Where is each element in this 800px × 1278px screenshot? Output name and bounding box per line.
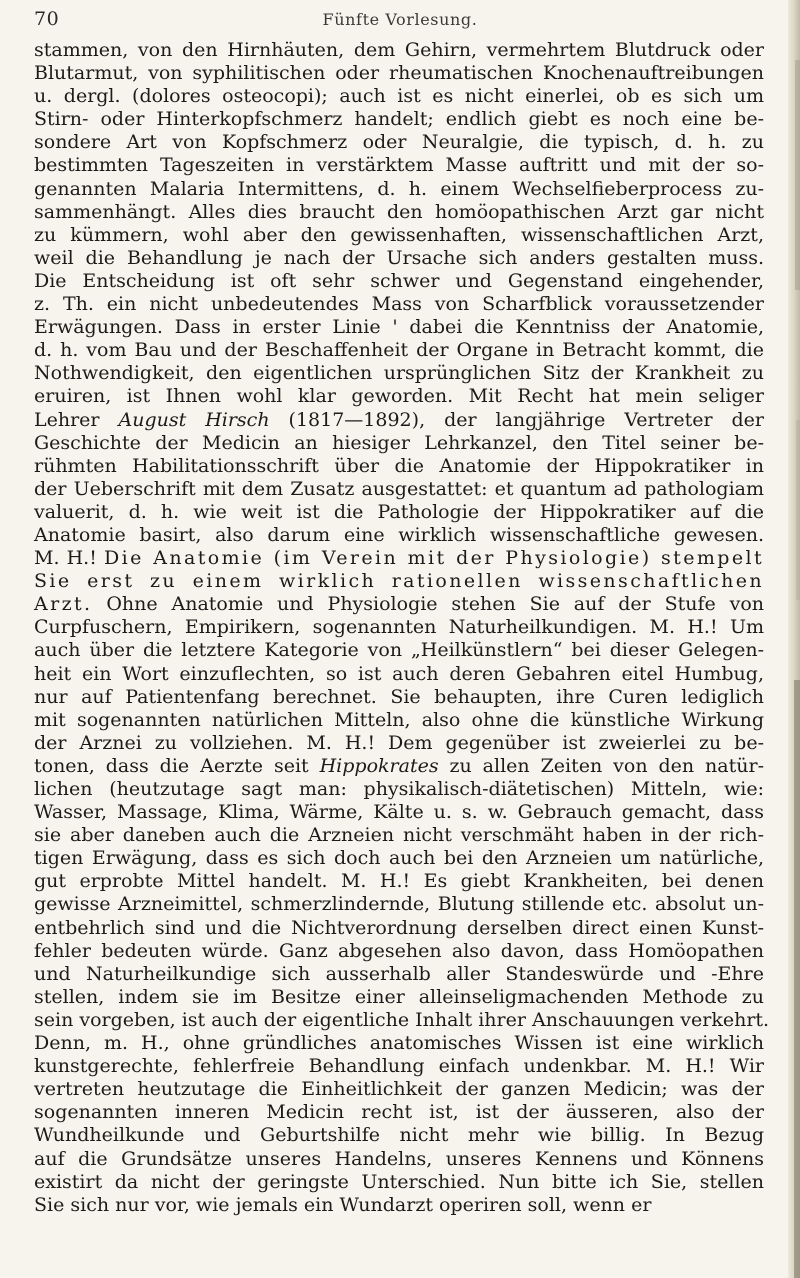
text-line: weil die Behandlung je nach der Ursache sich anders gestalten muss.: [34, 246, 764, 269]
text-line: sie aber daneben auch die Arzneien nicht verschmäht haben in der rich-: [34, 824, 764, 847]
page-header: [34, 4, 766, 34]
text-line: Wundheilkunde und Geburtshilfe nicht mehr wie billig. In Bezug: [34, 1124, 764, 1147]
text-line: [34, 593, 764, 616]
person-name-august-hirsch: August Hirsch: [118, 408, 270, 431]
text-line: zu kümmern, wohl aber den gewissenhaften, wissenschaftlichen Arzt,: [34, 223, 764, 246]
text-line: auch über die letztere Kategorie von „Heilkünstlern“ bei dieser Gelegen-: [34, 639, 764, 662]
spaced-emphasis: Arzt.: [34, 593, 93, 616]
text-line: lichen (heutzutage sagt man: physikalisch-diätetischen) Mitteln, wie:: [34, 778, 764, 800]
text-line: der Ueberschrift mit dem Zusatz ausgestattet: et quantum ad pathologiam: [34, 477, 764, 500]
text-line: [34, 755, 764, 778]
text-line: u. dergl. (dolores osteocopi); auch ist es nicht einerlei, ob es sich um: [34, 85, 764, 108]
text-line: existirt da nicht der geringste Unterschied. Nun bitte ich Sie, stellen: [34, 1170, 764, 1193]
text-segment: tonen, dass die Aerzte seit: [34, 754, 320, 777]
text-segment: zu allen Zeiten von den natür-: [438, 754, 764, 777]
text-line: entbehrlich sind und die Nichtverordnung derselben direct einen Kunst-: [34, 916, 764, 939]
text-line: Denn, m. H., ohne gründliches anatomisches Wissen ist eine wirklich: [34, 1032, 764, 1055]
page-number: 70: [34, 8, 60, 30]
text-line: tigen Erwägung, dass es sich doch auch bei den Arzneien um natürliche,: [34, 847, 764, 870]
text-line: der Arznei zu vollziehen. M. H.! Dem gegenüber ist zweierlei zu be-: [34, 731, 764, 754]
text-line: gewisse Arzneimittel, schmerzlindernde, Blutung stillende etc. absolut un-: [34, 893, 764, 916]
text-line: d. h. vom Bau und der Beschaffenheit der Organe in Betracht kommt, die: [34, 339, 764, 362]
text-line: fehler bedeuten würde. Ganz abgesehen also davon, dass Homöopathen: [34, 939, 764, 962]
text-line: heit ein Wort einzuflechten, so ist auch deren Gebahren eitel Humbug,: [34, 662, 764, 685]
text-segment: (1817—1892), der langjährige Vertreter der: [269, 408, 765, 431]
text-line: nur auf Patientenfang berechnet. Sie behaupten, ihre Curen lediglich: [34, 685, 764, 708]
text-line: Erwägungen. Dass in erster Linie ' dabei die Kenntniss der Anatomie,: [34, 316, 764, 339]
text-line: und Naturheilkundige sich ausserhalb aller Standeswürde und -Ehre: [34, 962, 764, 985]
text-line: Geschichte der Medicin an hiesiger Lehrkanzel, den Titel seiner be-: [34, 431, 764, 454]
text-line: sogenannten inneren Medicin recht ist, ist der äusseren, also der: [34, 1101, 764, 1124]
text-line: Stirn- oder Hinterkopfschmerz handelt; endlich giebt es noch eine be-: [34, 108, 764, 131]
body-text: [34, 39, 770, 1217]
text-line: genannten Malaria Intermittens, d. h. einem Wechselfieberprocess zu-: [34, 177, 764, 200]
text-line: Curpfuschern, Empirikern, sogenannten Naturheilkundigen. M. H.! Um: [34, 616, 764, 639]
text-line: eruiren, ist Ihnen wohl klar geworden. Mit Recht hat mein seliger: [34, 385, 764, 408]
text-line: [34, 409, 764, 432]
text-line: sondere Art von Kopfschmerz oder Neuralgie, die typisch, d. h. zu: [34, 131, 764, 154]
text-line: Blutarmut, von syphilitischen oder rheumatischen Knochenauftreibungen: [34, 62, 764, 85]
text-line: Wasser, Massage, Klima, Wärme, Kälte u. s. w. Gebrauch gemacht, dass: [34, 801, 764, 824]
text-line: z. Th. ein nicht unbedeutendes Mass von Scharfblick voraussetzender: [34, 293, 764, 316]
text-segment: M. H.!: [34, 547, 104, 570]
text-line: Sie sich nur vor, wie jemals ein Wundarzt operiren soll, wenn er: [34, 1193, 652, 1216]
running-head: Fünfte Vorlesung.: [322, 10, 478, 29]
text-segment: Lehrer: [34, 408, 119, 431]
text-line: stammen, von den Hirnhäuten, dem Gehirn, vermehrtem Blutdruck oder: [34, 39, 764, 61]
page-edge-shadow: [788, 0, 800, 1278]
person-name-hippokrates: Hippokrates: [319, 754, 439, 777]
text-line: kunstgerechte, fehlerfreie Behandlung einfach undenkbar. M. H.! Wir: [34, 1055, 764, 1078]
text-line: gut erprobte Mittel handelt. M. H.! Es giebt Krankheiten, bei denen: [34, 870, 764, 893]
text-line: Anatomie basirt, also darum eine wirklich wissenschaftliche gewesen.: [34, 523, 764, 546]
text-line: mit sogenannten natürlichen Mitteln, also ohne die künstliche Wirkung: [34, 708, 764, 731]
text-line: valuerit, d. h. wie weit ist die Pathologie der Hippokratiker auf die: [34, 500, 764, 523]
text-line: rühmten Habilitationsschrift über die Anatomie der Hippokratiker in: [34, 454, 764, 477]
text-line: stellen, indem sie im Besitze einer alleinseligmachenden Methode zu: [34, 985, 764, 1008]
text-line: [34, 547, 764, 570]
spaced-emphasis: Die Anatomie (im Verein mit der Physiologie) stempelt: [103, 547, 764, 570]
text-line: bestimmten Tageszeiten in verstärktem Masse auftritt und mit der so-: [34, 154, 764, 177]
text-segment: Ohne Anatomie und Physiologie stehen Sie auf der Stufe von: [92, 593, 764, 616]
text-line: sein vorgeben, ist auch der eigentliche Inhalt ihrer Anschauungen verkehrt.: [34, 1008, 770, 1031]
text-line: Nothwendigkeit, den eigentlichen ursprünglichen Sitz der Krankheit zu: [34, 362, 764, 385]
text-line: vertreten heutzutage die Einheitlichkeit der ganzen Medicin; was der: [34, 1078, 764, 1101]
text-line: sammenhängt. Alles dies braucht den homöopathischen Arzt gar nicht: [34, 200, 764, 223]
text-line-spaced-emphasis: Sie erst zu einem wirklich rationellen wissenschaftlichen: [34, 570, 764, 593]
text-line: Die Entscheidung ist oft sehr schwer und Gegenstand eingehender,: [34, 269, 764, 292]
text-line: auf die Grundsätze unseres Handelns, unseres Kennens und Könnens: [34, 1147, 764, 1170]
